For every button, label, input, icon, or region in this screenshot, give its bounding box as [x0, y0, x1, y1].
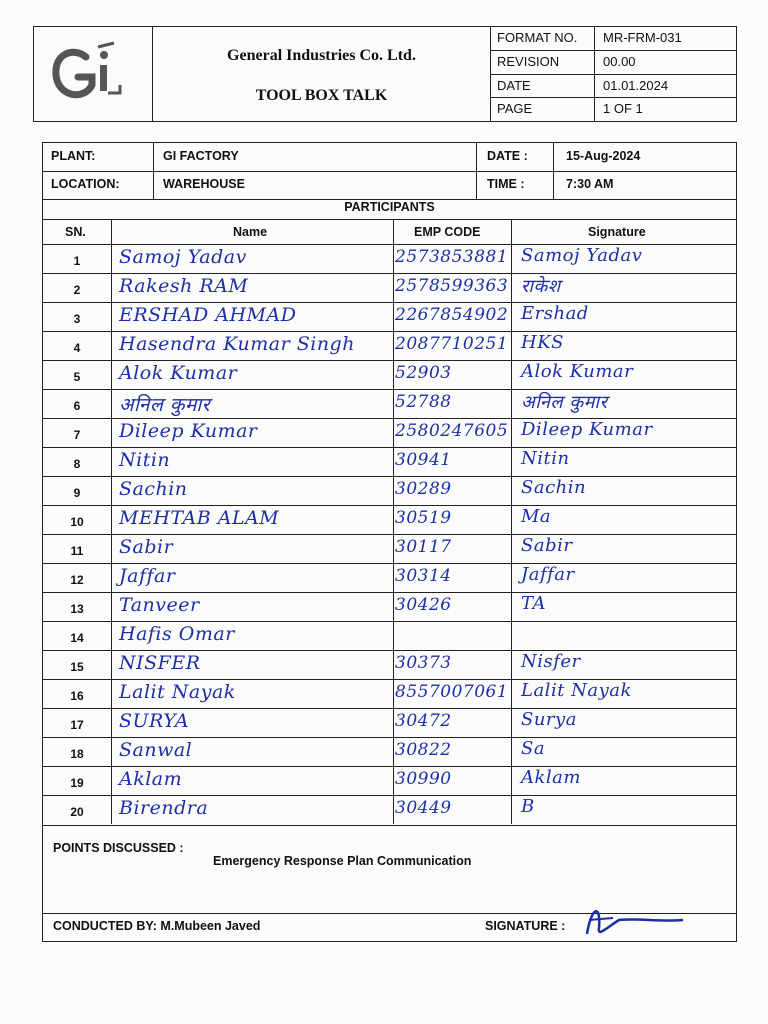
row-sn: 15: [70, 660, 84, 674]
emp-code: 2573853881: [395, 247, 509, 267]
table-row: [43, 273, 736, 303]
table-bottom-line: [43, 825, 736, 826]
table-row: [43, 360, 736, 390]
conductor-signature-icon: [579, 898, 689, 943]
table-row: [43, 563, 736, 593]
emp-code: 30117: [395, 537, 452, 557]
participant-name: NISFER: [119, 652, 201, 674]
company-logo: [34, 27, 153, 121]
participant-signature: Ershad: [521, 303, 589, 324]
plant-date-row: [43, 143, 736, 172]
participant-name: Rakesh RAM: [119, 275, 249, 297]
date-value: 15-Aug-2024: [566, 149, 641, 163]
emp-code: 30822: [395, 740, 452, 760]
emp-code: 2087710251: [395, 334, 509, 354]
row-sn: 17: [70, 718, 84, 732]
table-row: [43, 447, 736, 477]
column-divider: [511, 219, 512, 824]
emp-code: 2578599363: [395, 276, 509, 296]
column-divider: [393, 219, 394, 824]
column-divider: [111, 219, 112, 824]
table-row: [43, 418, 736, 448]
meta-revision: [491, 51, 736, 75]
participant-signature: Alok Kumar: [521, 361, 634, 382]
time-value: 7:30 AM: [566, 177, 614, 191]
participant-name: Alok Kumar: [119, 362, 238, 384]
column-emp-code: EMP CODE: [414, 225, 481, 239]
participants-form: [42, 142, 737, 942]
participant-signature: B: [521, 796, 535, 817]
row-sn: 1: [73, 254, 81, 268]
row-sn: 14: [70, 631, 84, 645]
participant-signature: Sachin: [521, 477, 587, 498]
emp-code: 30449: [395, 798, 452, 818]
table-row: [43, 505, 736, 535]
participant-signature: Dileep Kumar: [521, 419, 653, 440]
date-label: DATE :: [487, 149, 528, 163]
participant-signature: HKS: [521, 332, 564, 353]
participant-name: Sabir: [119, 536, 174, 558]
table-divider: [43, 219, 736, 220]
row-sn: 16: [70, 689, 84, 703]
emp-code: 2267854902: [395, 305, 509, 325]
table-row: [43, 679, 736, 709]
participant-signature: Sa: [521, 738, 546, 759]
participant-name: Dileep Kumar: [119, 420, 258, 442]
plant-value: GI FACTORY: [163, 149, 239, 163]
participant-name: Samoj Yadav: [119, 246, 247, 268]
time-label: TIME :: [487, 177, 525, 191]
participant-signature: Nisfer: [521, 651, 581, 672]
emp-code: 30472: [395, 711, 452, 731]
meta-value: 1 OF 1: [603, 101, 643, 117]
meta-page: [491, 98, 736, 121]
row-sn: 2: [73, 283, 81, 297]
column-name: Name: [233, 225, 268, 239]
plant-label: PLANT:: [51, 149, 96, 163]
participant-signature: Samoj Yadav: [521, 245, 643, 266]
row-sn: 3: [73, 312, 81, 326]
emp-code: 30990: [395, 769, 452, 789]
emp-code: 2580247605: [395, 421, 509, 441]
location-value: WAREHOUSE: [163, 177, 245, 191]
meta-label: DATE: [491, 75, 595, 98]
row-sn: 11: [70, 544, 84, 558]
participant-name: ERSHAD AHMAD: [119, 304, 297, 326]
participant-name: Hafis Omar: [119, 623, 235, 645]
row-sn: 18: [70, 747, 84, 761]
document-meta: [491, 27, 736, 121]
participant-name: Lalit Nayak: [119, 681, 236, 703]
participant-signature: Lalit Nayak: [521, 680, 632, 701]
emp-code: 30941: [395, 450, 452, 470]
participant-signature: Aklam: [521, 767, 581, 788]
participant-name: Sanwal: [119, 739, 193, 761]
column-signature: Signature: [588, 225, 646, 239]
company-name: General Industries Co. Ltd.: [227, 47, 416, 64]
points-discussed-text: Emergency Response Plan Communication: [213, 854, 472, 868]
document-title: TOOL BOX TALK: [255, 87, 388, 104]
location-time-row: [43, 171, 736, 200]
column-sn: SN.: [65, 225, 86, 239]
emp-code: 8557007061: [395, 682, 509, 702]
participant-name: Jaffar: [119, 565, 176, 587]
info-divider: [153, 143, 154, 199]
gi-logo-icon: [34, 27, 150, 120]
table-row: [43, 476, 736, 506]
header-title-cell: [153, 27, 491, 121]
participant-name: Nitin: [119, 449, 171, 471]
row-sn: 20: [70, 805, 84, 819]
table-row: [43, 766, 736, 796]
table-row: [43, 302, 736, 332]
emp-code: 30519: [395, 508, 452, 528]
participant-name: अनिल कुमार: [119, 394, 211, 416]
row-sn: 9: [73, 486, 81, 500]
participant-signature: Nitin: [521, 448, 570, 469]
row-sn: 6: [73, 399, 81, 413]
meta-label: PAGE: [491, 98, 595, 121]
table-row: [43, 592, 736, 622]
emp-code: 30289: [395, 479, 452, 499]
row-sn: 5: [73, 370, 81, 384]
row-sn: 13: [70, 602, 84, 616]
location-label: LOCATION:: [51, 177, 120, 191]
participant-signature: Jaffar: [521, 564, 575, 585]
participant-signature: TA: [521, 593, 547, 614]
table-row: [43, 331, 736, 361]
participant-name: Hasendra Kumar Singh: [119, 333, 355, 355]
table-row: [43, 708, 736, 738]
participant-name: Aklam: [119, 768, 183, 790]
participant-name: SURYA: [119, 710, 190, 732]
table-row: [43, 650, 736, 680]
participants-title: PARTICIPANTS: [344, 200, 435, 214]
emp-code: 52903: [395, 363, 452, 383]
table-row: [43, 621, 736, 651]
table-row: [43, 737, 736, 767]
emp-code: 30314: [395, 566, 452, 586]
meta-date: [491, 75, 736, 99]
meta-label: REVISION: [491, 51, 595, 74]
header-row-divider: [43, 244, 736, 245]
meta-value: 01.01.2024: [603, 77, 669, 93]
participant-signature: राकेश: [521, 276, 561, 297]
emp-code: 30373: [395, 653, 452, 673]
row-sn: 10: [70, 515, 84, 529]
participant-signature: Surya: [521, 709, 577, 730]
points-discussed-label: POINTS DISCUSSED :: [53, 841, 184, 855]
meta-value: MR-FRM-031: [603, 30, 682, 45]
participant-signature: Ma: [521, 506, 552, 527]
participant-name: MEHTAB ALAM: [119, 507, 280, 529]
row-sn: 12: [70, 573, 84, 587]
signature-label: SIGNATURE :: [485, 919, 566, 933]
meta-format: [491, 27, 736, 51]
conducted-by: CONDUCTED BY: M.Mubeen Javed: [53, 919, 261, 933]
participant-signature: अनिल कुमार: [521, 392, 608, 413]
row-sn: 8: [73, 457, 81, 471]
participant-name: Tanveer: [119, 594, 200, 616]
row-sn: 4: [73, 341, 81, 355]
emp-code: 30426: [395, 595, 452, 615]
participant-name: Birendra: [119, 797, 209, 819]
participant-signature: Sabir: [521, 535, 573, 556]
meta-label: FORMAT NO.: [491, 27, 595, 50]
emp-code: 52788: [395, 392, 452, 412]
table-row: [43, 795, 736, 824]
row-sn: 19: [70, 776, 84, 790]
form-header: [33, 26, 737, 122]
table-row: [43, 244, 736, 274]
table-row: [43, 534, 736, 564]
info-divider: [553, 143, 554, 199]
participant-name: Sachin: [119, 478, 188, 500]
row-sn: 7: [73, 428, 81, 442]
table-row: [43, 389, 736, 419]
info-divider: [476, 143, 477, 199]
meta-value: 00.00: [603, 53, 636, 69]
